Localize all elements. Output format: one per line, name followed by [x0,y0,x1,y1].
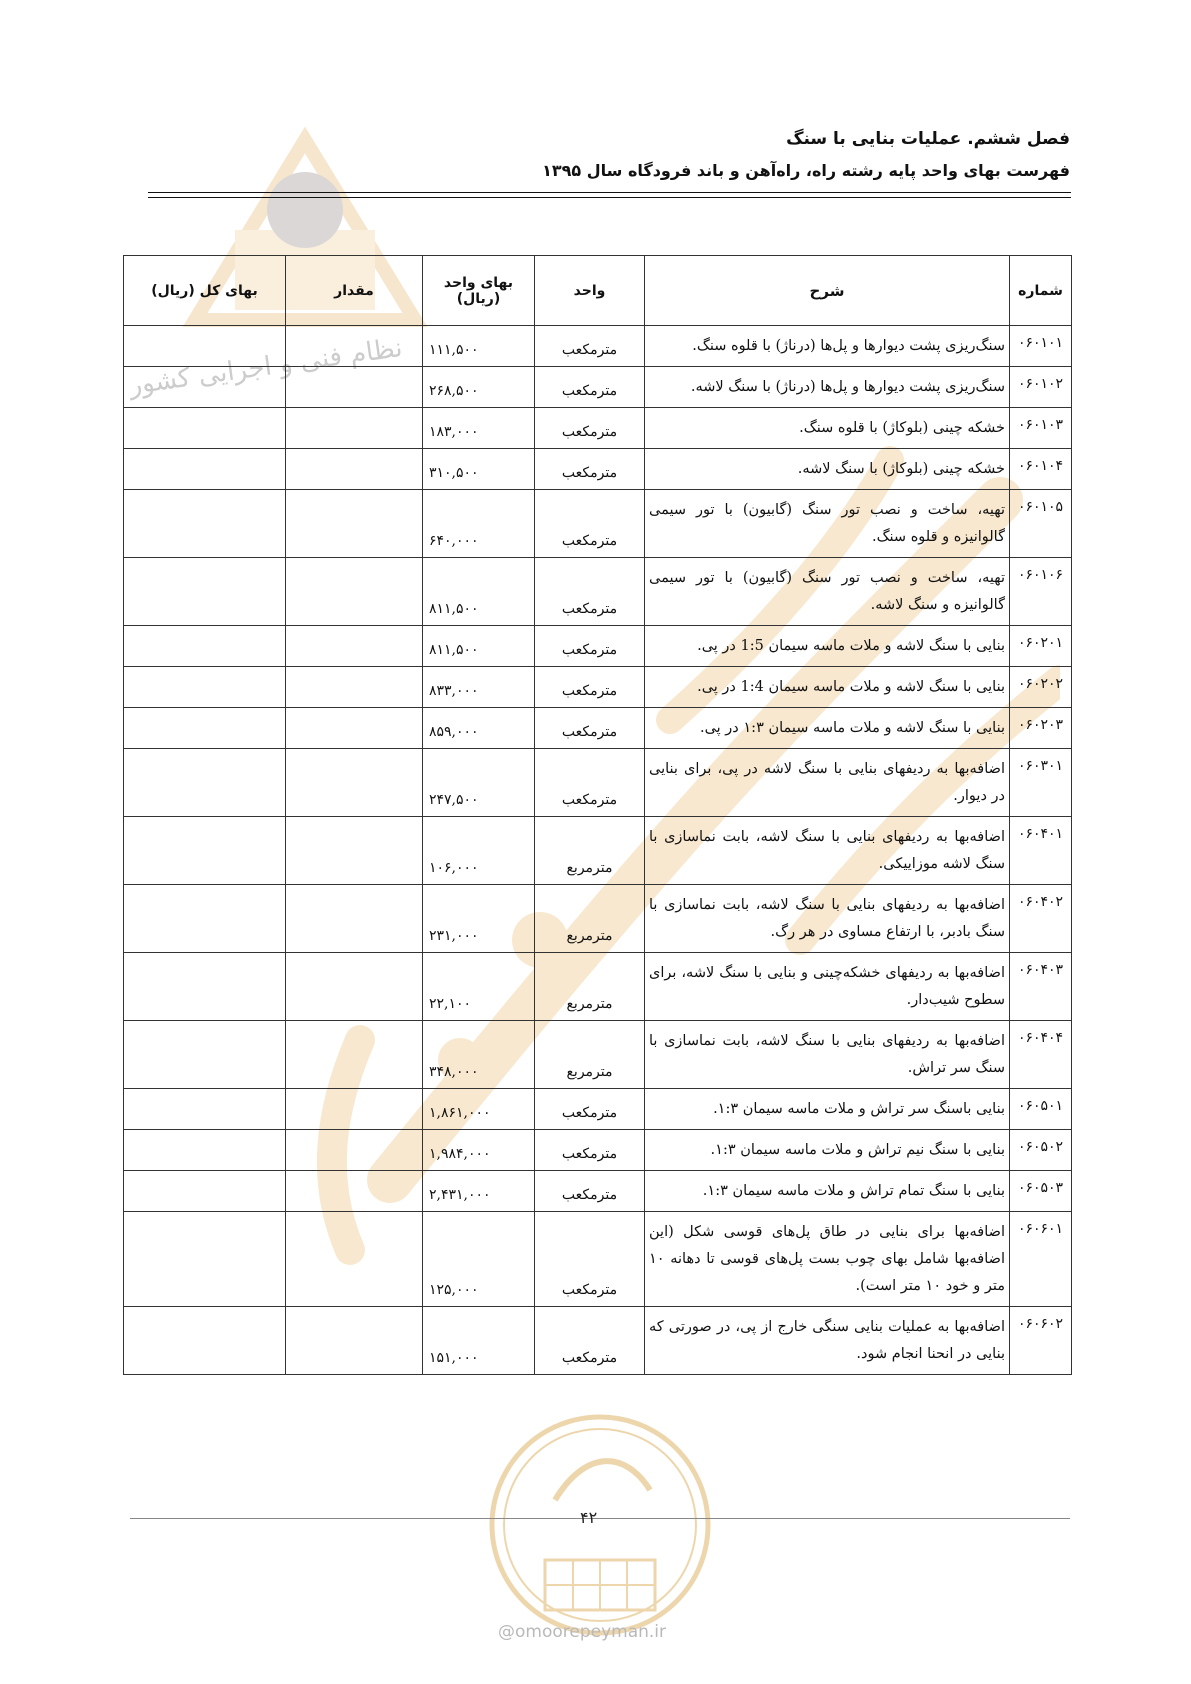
table-row [124,1089,1072,1130]
item-total-price [124,817,286,885]
item-unit-price: ۱۲۵,۰۰۰ [423,1212,535,1307]
item-code: ۰۶۰۱۰۱ [1010,326,1072,367]
item-total-price [124,367,286,408]
item-description: بنایی باسنگ سر تراش و ملات ماسه سیمان ۱:۳. [645,1089,1010,1130]
item-total-price [124,490,286,558]
item-total-price [124,1307,286,1375]
item-unit: مترمکعب [535,408,645,449]
item-code: ۰۶۰۶۰۲ [1010,1307,1072,1375]
item-description: بنایی با سنگ لاشه و ملات ماسه سیمان ۱:۳ در پی. [645,708,1010,749]
item-unit: مترمکعب [535,626,645,667]
item-quantity [286,1089,423,1130]
item-description: بنایی با سنگ لاشه و ملات ماسه سیمان 1:4 در پی. [645,667,1010,708]
item-code: ۰۶۰۲۰۳ [1010,708,1072,749]
table-row [124,558,1072,626]
price-table [123,255,1072,1375]
publisher-seal [485,1410,715,1640]
item-quantity [286,408,423,449]
item-code: ۰۶۰۴۰۱ [1010,817,1072,885]
item-quantity [286,326,423,367]
item-unit-price: ۱,۸۶۱,۰۰۰ [423,1089,535,1130]
item-quantity [286,1212,423,1307]
item-unit: مترمربع [535,953,645,1021]
header-code: شماره [1010,256,1072,326]
chapter-title: فصل ششم. عملیات بنایی با سنگ [786,129,1070,149]
item-total-price [124,326,286,367]
item-description: تهیه، ساخت و نصب تور سنگ (گابیون) با تور سیمی گالوانیزه و قلوه سنگ. [645,490,1010,558]
header-total-price: بهای کل (ریال) [124,256,286,326]
item-unit-price: ۸۱۱,۵۰۰ [423,626,535,667]
table-row [124,1307,1072,1375]
item-description: بنایی با سنگ تمام تراش و ملات ماسه سیمان ۱:۳. [645,1171,1010,1212]
item-quantity [286,449,423,490]
item-description: بنایی با سنگ نیم تراش و ملات ماسه سیمان ۱:۳. [645,1130,1010,1171]
table-row [124,817,1072,885]
page-number: ۴۲ [580,1508,598,1527]
item-unit: مترمکعب [535,1130,645,1171]
item-description: بنایی با سنگ لاشه و ملات ماسه سیمان 1:5 در پی. [645,626,1010,667]
item-code: ۰۶۰۲۰۱ [1010,626,1072,667]
item-total-price [124,667,286,708]
item-unit-price: ۳۱۰,۵۰۰ [423,449,535,490]
table-row [124,449,1072,490]
item-description: اضافه‌بها به ردیفهای بنایی با سنگ لاشه، بابت نماسازی با سنگ بادبر، با ارتفاع مساوی در هر رگ. [645,885,1010,953]
item-total-price [124,953,286,1021]
header-unit-price-line1: بهای واحد [443,274,514,291]
item-total-price [124,1021,286,1089]
item-description: اضافه‌بها به ردیفهای بنایی با سنگ لاشه، بابت نماسازی با سنگ سر تراش. [645,1021,1010,1089]
table-row [124,708,1072,749]
table-row [124,1021,1072,1089]
table-row [124,885,1072,953]
item-unit-price: ۱۸۳,۰۰۰ [423,408,535,449]
page-header [542,128,1070,182]
site-watermark: @omoorepeyman.ir [498,1622,667,1642]
item-unit: مترمکعب [535,1171,645,1212]
item-unit-price: ۲۳۱,۰۰۰ [423,885,535,953]
item-quantity [286,1130,423,1171]
item-total-price [124,1089,286,1130]
item-quantity [286,490,423,558]
item-quantity [286,885,423,953]
header-rule-thin [148,197,1071,198]
item-description: تهیه، ساخت و نصب تور سنگ (گابیون) با تور سیمی گالوانیزه و سنگ لاشه. [645,558,1010,626]
item-unit-price: ۸۱۱,۵۰۰ [423,558,535,626]
item-code: ۰۶۰۲۰۲ [1010,667,1072,708]
item-unit-price: ۲۲,۱۰۰ [423,953,535,1021]
item-unit-price: ۳۴۸,۰۰۰ [423,1021,535,1089]
item-total-price [124,1130,286,1171]
item-unit: مترمکعب [535,1212,645,1307]
item-quantity [286,749,423,817]
header-unit-price [423,256,535,326]
item-unit: مترمکعب [535,1089,645,1130]
item-quantity [286,667,423,708]
watermark-text: نظام فنی و اجرایی کشور [127,332,405,402]
item-unit-price: ۱۰۶,۰۰۰ [423,817,535,885]
price-table-wrap [123,255,1071,1375]
item-description: اضافه‌بها به عملیات بنایی سنگی خارج از پی، در صورتی که بنایی در انحنا انجام شود. [645,1307,1010,1375]
header-quantity: مقدار [286,256,423,326]
item-total-price [124,558,286,626]
item-quantity [286,817,423,885]
item-code: ۰۶۰۱۰۴ [1010,449,1072,490]
item-code: ۰۶۰۱۰۵ [1010,490,1072,558]
table-row [124,490,1072,558]
item-code: ۰۶۰۵۰۳ [1010,1171,1072,1212]
item-unit-price: ۱۵۱,۰۰۰ [423,1307,535,1375]
item-description: خشکه چینی (بلوکاژ) با قلوه سنگ. [645,408,1010,449]
item-code: ۰۶۰۶۰۱ [1010,1212,1072,1307]
item-description: اضافه‌بها به ردیفهای بنایی با سنگ لاشه، بابت نماسازی با سنگ لاشه موزاییکی. [645,817,1010,885]
table-row [124,749,1072,817]
item-code: ۰۶۰۴۰۲ [1010,885,1072,953]
item-unit: مترمکعب [535,449,645,490]
item-quantity [286,1021,423,1089]
item-unit: مترمکعب [535,490,645,558]
item-total-price [124,1171,286,1212]
item-unit-price: ۸۵۹,۰۰۰ [423,708,535,749]
item-unit: مترمربع [535,1021,645,1089]
item-unit: مترمکعب [535,326,645,367]
item-total-price [124,408,286,449]
table-row [124,953,1072,1021]
table-row [124,408,1072,449]
item-unit-price: ۶۴۰,۰۰۰ [423,490,535,558]
item-code: ۰۶۰۱۰۳ [1010,408,1072,449]
item-total-price [124,449,286,490]
item-quantity [286,1171,423,1212]
header-unit-price-line2: (ریال) [456,290,501,307]
item-code: ۰۶۰۱۰۲ [1010,367,1072,408]
item-description: خشکه چینی (بلوکاژ) با سنگ لاشه. [645,449,1010,490]
item-description: اضافه‌بها به ردیفهای خشکه‌چینی و بنایی با سنگ لاشه، برای سطوح شیب‌دار. [645,953,1010,1021]
item-quantity [286,367,423,408]
table-header-row [124,256,1072,326]
item-unit: مترمکعب [535,367,645,408]
item-unit: مترمکعب [535,708,645,749]
item-quantity [286,708,423,749]
item-unit: مترمکعب [535,749,645,817]
item-total-price [124,708,286,749]
item-quantity [286,1307,423,1375]
item-code: ۰۶۰۴۰۳ [1010,953,1072,1021]
item-description: سنگ‌ریزی پشت دیوارها و پل‌ها (درناژ) با سنگ لاشه. [645,367,1010,408]
item-quantity [286,626,423,667]
item-unit: مترمکعب [535,558,645,626]
item-total-price [124,626,286,667]
item-total-price [124,1212,286,1307]
list-title: فهرست بهای واحد پایه رشته راه، راه‌آهن و باند فرودگاه سال ۱۳۹۵ [542,161,1070,180]
item-code: ۰۶۰۵۰۱ [1010,1089,1072,1130]
item-unit-price: ۲۴۷,۵۰۰ [423,749,535,817]
footer-rule [130,1518,1070,1519]
item-unit: مترمکعب [535,1307,645,1375]
item-quantity [286,953,423,1021]
item-description: سنگ‌ریزی پشت دیوارها و پل‌ها (درناژ) با قلوه سنگ. [645,326,1010,367]
item-total-price [124,749,286,817]
table-row [124,626,1072,667]
table-row [124,1212,1072,1307]
item-quantity [286,558,423,626]
header-rule [148,192,1071,193]
item-code: ۰۶۰۵۰۲ [1010,1130,1072,1171]
table-row [124,1171,1072,1212]
item-unit-price: ۲۶۸,۵۰۰ [423,367,535,408]
item-unit: مترمربع [535,885,645,953]
item-unit-price: ۸۳۳,۰۰۰ [423,667,535,708]
item-unit: مترمکعب [535,667,645,708]
item-unit-price: ۲,۴۳۱,۰۰۰ [423,1171,535,1212]
item-unit: مترمربع [535,817,645,885]
item-code: ۰۶۰۴۰۴ [1010,1021,1072,1089]
table-body [124,326,1072,1375]
table-row [124,367,1072,408]
table-row [124,1130,1072,1171]
table-row [124,326,1072,367]
item-code: ۰۶۰۳۰۱ [1010,749,1072,817]
header-description: شرح [645,256,1010,326]
item-unit-price: ۱۱۱,۵۰۰ [423,326,535,367]
item-description: اضافه‌بها به ردیفهای بنایی با سنگ لاشه در پی، برای بنایی در دیوار. [645,749,1010,817]
item-unit-price: ۱,۹۸۴,۰۰۰ [423,1130,535,1171]
item-total-price [124,885,286,953]
header-unit: واحد [535,256,645,326]
table-row [124,667,1072,708]
item-description: اضافه‌بها برای بنایی در طاق پل‌های قوسی شکل (این اضافه‌بها شامل بهای چوب بست پل‌های قوسی تا دهانه ۱۰ متر و خود ۱۰ متر است). [645,1212,1010,1307]
item-code: ۰۶۰۱۰۶ [1010,558,1072,626]
